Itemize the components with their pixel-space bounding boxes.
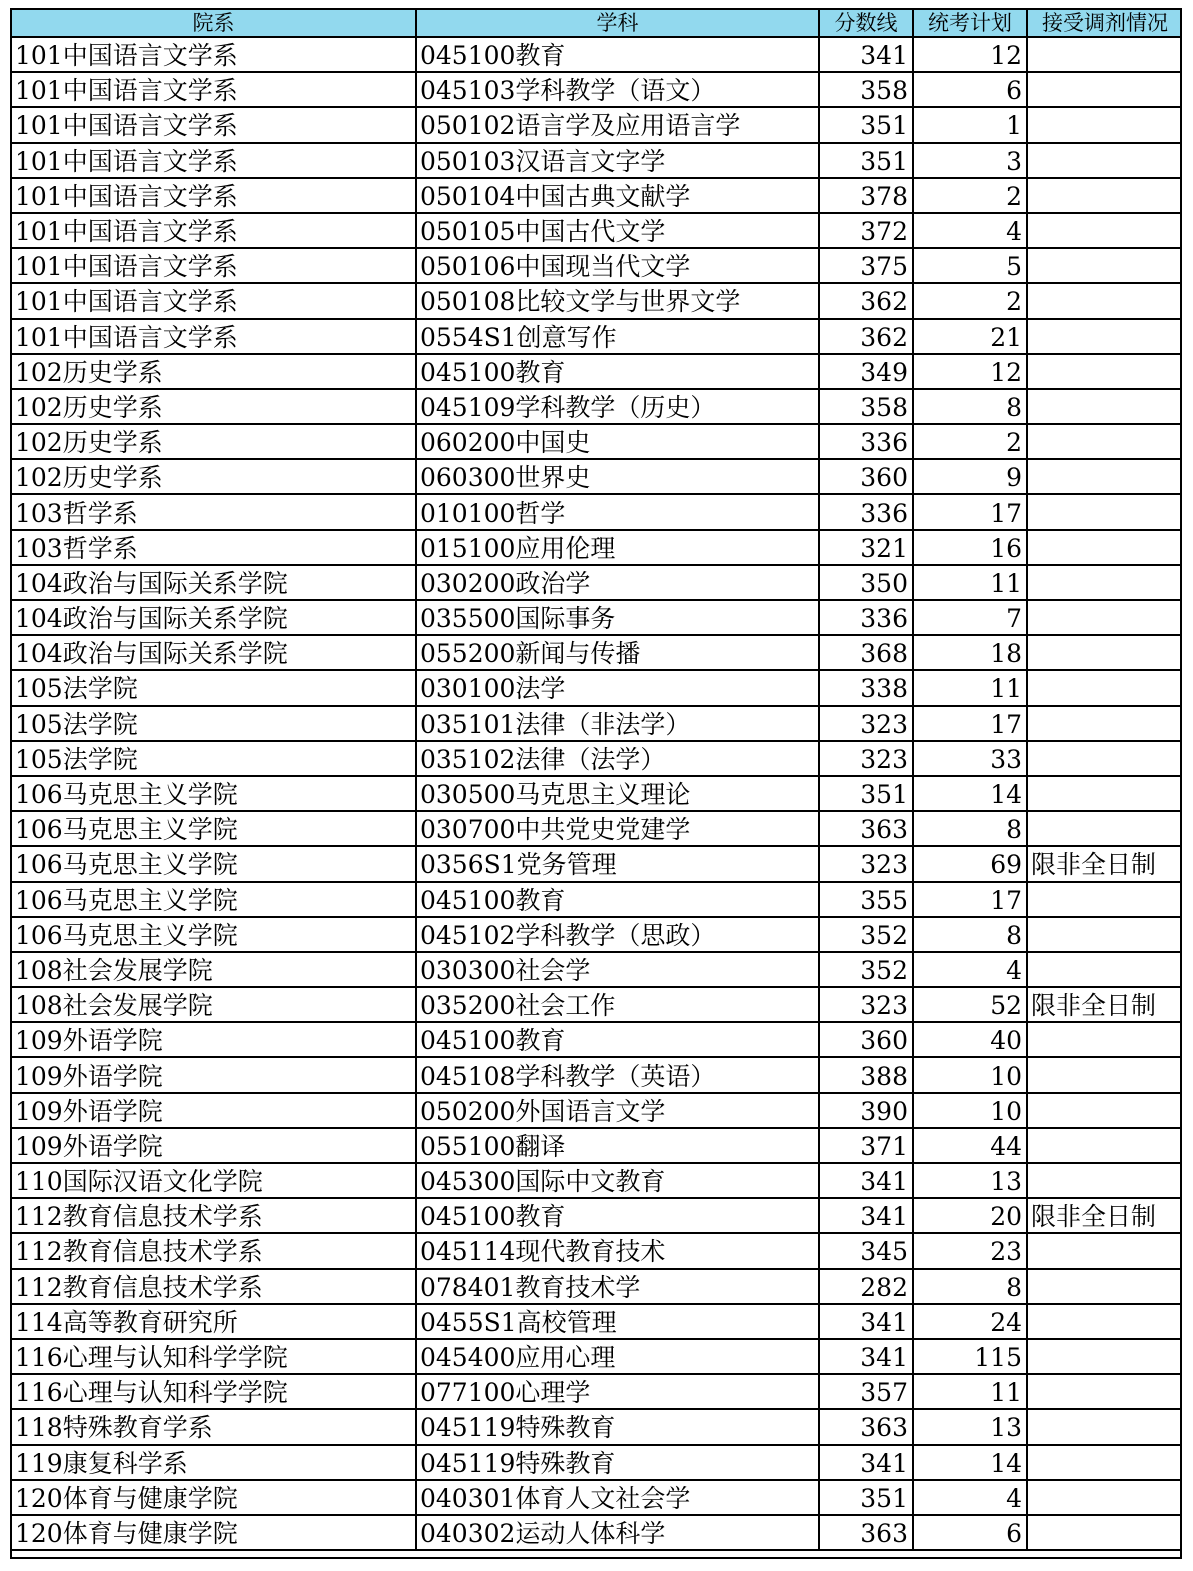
cell-subject[interactable]: 045300国际中文教育 xyxy=(416,1163,819,1198)
cell-plan[interactable]: 17 xyxy=(913,706,1027,741)
cell-score[interactable]: 362 xyxy=(819,319,913,354)
table-row xyxy=(11,776,1182,811)
cell-subject[interactable]: 077100心理学 xyxy=(416,1374,819,1409)
cell-plan[interactable]: 14 xyxy=(913,776,1027,811)
cell-dept[interactable]: 120体育与健康学院 xyxy=(11,1515,416,1550)
table-row xyxy=(11,1163,1182,1198)
cell-dept[interactable]: 101中国语言文学系 xyxy=(11,213,416,248)
cell-note[interactable] xyxy=(1027,1409,1182,1444)
cell-dept[interactable]: 101中国语言文学系 xyxy=(11,37,416,72)
table-row xyxy=(11,882,1182,917)
cell-plan[interactable]: 10 xyxy=(913,1093,1027,1128)
cell-subject[interactable]: 045114现代教育技术 xyxy=(416,1233,819,1268)
table-row xyxy=(11,1057,1182,1092)
cell-plan[interactable]: 11 xyxy=(913,565,1027,600)
cell-dept[interactable]: 104政治与国际关系学院 xyxy=(11,565,416,600)
cell-note[interactable] xyxy=(1027,178,1182,213)
cell-plan[interactable]: 18 xyxy=(913,635,1027,670)
table-row xyxy=(11,1480,1182,1515)
cell-subject[interactable]: 055100翻译 xyxy=(416,1128,819,1163)
cell-subject[interactable]: 0554S1创意写作 xyxy=(416,319,819,354)
cell-subject[interactable]: 055200新闻与传播 xyxy=(416,635,819,670)
cell-score[interactable]: 349 xyxy=(819,354,913,389)
cell-note[interactable] xyxy=(1027,72,1182,107)
cell-note[interactable] xyxy=(1027,248,1182,283)
cell-note[interactable] xyxy=(1027,424,1182,459)
cell-subject[interactable]: 030700中共党史党建学 xyxy=(416,811,819,846)
cell-score[interactable]: 338 xyxy=(819,670,913,705)
table-row xyxy=(11,1304,1182,1339)
admission-table xyxy=(10,8,1182,1551)
cell-note[interactable] xyxy=(1027,1057,1182,1092)
cell-plan[interactable]: 2 xyxy=(913,283,1027,318)
cell-score[interactable]: 350 xyxy=(819,565,913,600)
cell-subject[interactable]: 078401教育技术学 xyxy=(416,1269,819,1304)
cell-plan[interactable]: 17 xyxy=(913,882,1027,917)
cell-score[interactable]: 363 xyxy=(819,1515,913,1550)
cell-subject[interactable]: 0356S1党务管理 xyxy=(416,846,819,881)
cell-note[interactable] xyxy=(1027,882,1182,917)
cell-dept[interactable]: 112教育信息技术学系 xyxy=(11,1269,416,1304)
header-subject[interactable]: 学科 xyxy=(416,9,819,37)
cell-subject[interactable]: 035102法律（法学） xyxy=(416,741,819,776)
cell-subject[interactable]: 045400应用心理 xyxy=(416,1339,819,1374)
cell-dept[interactable]: 112教育信息技术学系 xyxy=(11,1198,416,1233)
cell-subject[interactable]: 045102学科教学（思政） xyxy=(416,917,819,952)
cell-dept[interactable]: 109外语学院 xyxy=(11,1022,416,1057)
cell-dept[interactable]: 109外语学院 xyxy=(11,1093,416,1128)
header-score[interactable]: 分数线 xyxy=(819,9,913,37)
cell-subject[interactable]: 010100哲学 xyxy=(416,494,819,529)
table-row xyxy=(11,1409,1182,1444)
cell-plan[interactable]: 23 xyxy=(913,1233,1027,1268)
cell-note[interactable] xyxy=(1027,635,1182,670)
cell-plan[interactable]: 8 xyxy=(913,811,1027,846)
cell-note[interactable] xyxy=(1027,1022,1182,1057)
cell-subject[interactable]: 015100应用伦理 xyxy=(416,530,819,565)
cell-note[interactable] xyxy=(1027,319,1182,354)
cell-note[interactable] xyxy=(1027,37,1182,72)
table-row xyxy=(11,600,1182,635)
cell-plan[interactable]: 8 xyxy=(913,1269,1027,1304)
cell-plan[interactable]: 1 xyxy=(913,107,1027,142)
cell-note[interactable] xyxy=(1027,1515,1182,1550)
cell-score[interactable]: 357 xyxy=(819,1374,913,1409)
cell-dept[interactable]: 106马克思主义学院 xyxy=(11,846,416,881)
table-row xyxy=(11,389,1182,424)
cell-subject[interactable]: 030200政治学 xyxy=(416,565,819,600)
table-row xyxy=(11,1093,1182,1128)
cell-dept[interactable]: 106马克思主义学院 xyxy=(11,776,416,811)
table-row xyxy=(11,811,1182,846)
cell-plan[interactable]: 6 xyxy=(913,1515,1027,1550)
cell-plan[interactable]: 14 xyxy=(913,1445,1027,1480)
cell-note[interactable] xyxy=(1027,952,1182,987)
cell-score[interactable]: 323 xyxy=(819,846,913,881)
cell-note[interactable] xyxy=(1027,213,1182,248)
cell-score[interactable]: 336 xyxy=(819,494,913,529)
cell-plan[interactable]: 6 xyxy=(913,72,1027,107)
cell-dept[interactable]: 101中国语言文学系 xyxy=(11,248,416,283)
cell-subject[interactable]: 045103学科教学（语文） xyxy=(416,72,819,107)
cell-subject[interactable]: 050105中国古代文学 xyxy=(416,213,819,248)
cell-dept[interactable]: 109外语学院 xyxy=(11,1057,416,1092)
cell-plan[interactable]: 20 xyxy=(913,1198,1027,1233)
cell-subject[interactable]: 035200社会工作 xyxy=(416,987,819,1022)
cell-dept[interactable]: 105法学院 xyxy=(11,670,416,705)
cell-dept[interactable]: 116心理与认知科学学院 xyxy=(11,1374,416,1409)
cell-note[interactable]: 限非全日制 xyxy=(1027,1198,1182,1233)
cell-dept[interactable]: 108社会发展学院 xyxy=(11,952,416,987)
cell-dept[interactable]: 103哲学系 xyxy=(11,530,416,565)
table-row xyxy=(11,494,1182,529)
cell-dept[interactable]: 103哲学系 xyxy=(11,494,416,529)
cell-score[interactable]: 363 xyxy=(819,1409,913,1444)
cell-plan[interactable]: 9 xyxy=(913,459,1027,494)
cell-dept[interactable]: 102历史学系 xyxy=(11,389,416,424)
cell-dept[interactable]: 120体育与健康学院 xyxy=(11,1480,416,1515)
table-row xyxy=(11,706,1182,741)
cell-subject[interactable]: 050106中国现当代文学 xyxy=(416,248,819,283)
cell-score[interactable]: 358 xyxy=(819,389,913,424)
cell-note[interactable] xyxy=(1027,741,1182,776)
cell-note[interactable] xyxy=(1027,1128,1182,1163)
cell-score[interactable]: 360 xyxy=(819,1022,913,1057)
cell-dept[interactable]: 118特殊教育学系 xyxy=(11,1409,416,1444)
cell-subject[interactable]: 045100教育 xyxy=(416,1022,819,1057)
cell-score[interactable]: 321 xyxy=(819,530,913,565)
cell-note[interactable] xyxy=(1027,1093,1182,1128)
cell-dept[interactable]: 101中国语言文学系 xyxy=(11,143,416,178)
table-row xyxy=(11,1128,1182,1163)
cell-score[interactable]: 363 xyxy=(819,811,913,846)
cell-plan[interactable]: 16 xyxy=(913,530,1027,565)
cell-score[interactable]: 371 xyxy=(819,1128,913,1163)
cell-plan[interactable]: 21 xyxy=(913,319,1027,354)
cell-note[interactable] xyxy=(1027,1339,1182,1374)
table-row xyxy=(11,917,1182,952)
cell-score[interactable]: 375 xyxy=(819,248,913,283)
cell-plan[interactable]: 69 xyxy=(913,846,1027,881)
cell-score[interactable]: 336 xyxy=(819,424,913,459)
spreadsheet xyxy=(10,8,1182,1559)
cell-score[interactable]: 368 xyxy=(819,635,913,670)
cell-plan[interactable]: 2 xyxy=(913,424,1027,459)
cell-plan[interactable]: 4 xyxy=(913,213,1027,248)
cell-score[interactable]: 341 xyxy=(819,1304,913,1339)
table-row xyxy=(11,424,1182,459)
cell-dept[interactable]: 108社会发展学院 xyxy=(11,987,416,1022)
table-row xyxy=(11,1515,1182,1550)
header-dept[interactable]: 院系 xyxy=(11,9,416,37)
cell-score[interactable]: 352 xyxy=(819,952,913,987)
cell-note[interactable] xyxy=(1027,1233,1182,1268)
table-row xyxy=(11,952,1182,987)
cell-score[interactable]: 323 xyxy=(819,706,913,741)
cell-score[interactable]: 360 xyxy=(819,459,913,494)
table-row xyxy=(11,1374,1182,1409)
cell-plan[interactable]: 13 xyxy=(913,1163,1027,1198)
cell-score[interactable]: 352 xyxy=(819,917,913,952)
cell-note[interactable] xyxy=(1027,565,1182,600)
cell-dept[interactable]: 101中国语言文学系 xyxy=(11,72,416,107)
cell-dept[interactable]: 106马克思主义学院 xyxy=(11,917,416,952)
cell-note[interactable] xyxy=(1027,283,1182,318)
cell-score[interactable]: 351 xyxy=(819,107,913,142)
cell-score[interactable]: 341 xyxy=(819,1198,913,1233)
header-note[interactable]: 接受调剂情况 xyxy=(1027,9,1182,37)
cell-subject[interactable]: 045100教育 xyxy=(416,1198,819,1233)
table-row xyxy=(11,178,1182,213)
cell-plan[interactable]: 2 xyxy=(913,178,1027,213)
header-plan[interactable]: 统考计划 xyxy=(913,9,1027,37)
cell-subject[interactable]: 045119特殊教育 xyxy=(416,1409,819,1444)
cell-score[interactable]: 351 xyxy=(819,1480,913,1515)
cell-subject[interactable]: 050103汉语言文字学 xyxy=(416,143,819,178)
cell-subject[interactable]: 030100法学 xyxy=(416,670,819,705)
table-row xyxy=(11,1233,1182,1268)
cell-note[interactable] xyxy=(1027,811,1182,846)
cell-score[interactable]: 345 xyxy=(819,1233,913,1268)
cell-dept[interactable]: 104政治与国际关系学院 xyxy=(11,600,416,635)
cell-subject[interactable]: 050104中国古典文献学 xyxy=(416,178,819,213)
cell-score[interactable]: 341 xyxy=(819,1339,913,1374)
cell-score[interactable]: 282 xyxy=(819,1269,913,1304)
cell-plan[interactable]: 24 xyxy=(913,1304,1027,1339)
table-row xyxy=(11,72,1182,107)
cell-dept[interactable]: 105法学院 xyxy=(11,741,416,776)
table-row xyxy=(11,107,1182,142)
cell-subject[interactable]: 050102语言学及应用语言学 xyxy=(416,107,819,142)
cell-score[interactable]: 362 xyxy=(819,283,913,318)
cell-note[interactable] xyxy=(1027,670,1182,705)
cell-dept[interactable]: 116心理与认知科学学院 xyxy=(11,1339,416,1374)
cell-note[interactable] xyxy=(1027,1480,1182,1515)
table-row xyxy=(11,213,1182,248)
cell-note[interactable]: 限非全日制 xyxy=(1027,987,1182,1022)
table-row xyxy=(11,248,1182,283)
cell-plan[interactable]: 8 xyxy=(913,389,1027,424)
cell-score[interactable]: 351 xyxy=(819,143,913,178)
table-row xyxy=(11,1269,1182,1304)
table-row xyxy=(11,283,1182,318)
cell-score[interactable]: 351 xyxy=(819,776,913,811)
cell-plan[interactable]: 12 xyxy=(913,354,1027,389)
cell-dept[interactable]: 101中国语言文学系 xyxy=(11,319,416,354)
cell-subject[interactable]: 050108比较文学与世界文学 xyxy=(416,283,819,318)
cell-score[interactable]: 372 xyxy=(819,213,913,248)
cell-plan[interactable]: 4 xyxy=(913,1480,1027,1515)
cell-score[interactable]: 336 xyxy=(819,600,913,635)
table-row xyxy=(11,354,1182,389)
cell-subject[interactable]: 045109学科教学（历史） xyxy=(416,389,819,424)
cell-plan[interactable]: 3 xyxy=(913,143,1027,178)
cell-plan[interactable]: 12 xyxy=(913,37,1027,72)
cell-score[interactable]: 388 xyxy=(819,1057,913,1092)
cell-note[interactable] xyxy=(1027,1269,1182,1304)
table-row xyxy=(11,565,1182,600)
table-row xyxy=(11,143,1182,178)
table-row xyxy=(11,670,1182,705)
cell-note[interactable] xyxy=(1027,354,1182,389)
cell-score[interactable]: 358 xyxy=(819,72,913,107)
cell-score[interactable]: 341 xyxy=(819,37,913,72)
cell-score[interactable]: 341 xyxy=(819,1445,913,1480)
cell-plan[interactable]: 10 xyxy=(913,1057,1027,1092)
cell-subject[interactable]: 040301体育人文社会学 xyxy=(416,1480,819,1515)
cell-note[interactable] xyxy=(1027,389,1182,424)
table-row xyxy=(11,635,1182,670)
cell-score[interactable]: 323 xyxy=(819,987,913,1022)
cell-dept[interactable]: 102历史学系 xyxy=(11,459,416,494)
cell-note[interactable] xyxy=(1027,143,1182,178)
cell-subject[interactable]: 060300世界史 xyxy=(416,459,819,494)
cell-dept[interactable]: 102历史学系 xyxy=(11,424,416,459)
cell-dept[interactable]: 101中国语言文学系 xyxy=(11,107,416,142)
cell-plan[interactable]: 52 xyxy=(913,987,1027,1022)
cell-plan[interactable]: 44 xyxy=(913,1128,1027,1163)
cell-dept[interactable]: 109外语学院 xyxy=(11,1128,416,1163)
table-row xyxy=(11,459,1182,494)
cell-subject[interactable]: 045108学科教学（英语） xyxy=(416,1057,819,1092)
header-row xyxy=(11,9,1182,37)
cell-note[interactable] xyxy=(1027,1163,1182,1198)
cell-note[interactable]: 限非全日制 xyxy=(1027,846,1182,881)
table-row xyxy=(11,846,1182,881)
table-row xyxy=(11,1198,1182,1233)
cell-subject[interactable]: 045100教育 xyxy=(416,882,819,917)
cell-subject[interactable]: 045100教育 xyxy=(416,354,819,389)
cell-dept[interactable]: 114高等教育研究所 xyxy=(11,1304,416,1339)
cell-note[interactable] xyxy=(1027,1374,1182,1409)
cell-subject[interactable]: 035101法律（非法学） xyxy=(416,706,819,741)
cell-dept[interactable]: 105法学院 xyxy=(11,706,416,741)
cell-note[interactable] xyxy=(1027,1445,1182,1480)
cell-subject[interactable]: 045119特殊教育 xyxy=(416,1445,819,1480)
table-row xyxy=(11,1022,1182,1057)
cell-dept[interactable]: 106马克思主义学院 xyxy=(11,882,416,917)
cell-note[interactable] xyxy=(1027,530,1182,565)
cell-subject[interactable]: 060200中国史 xyxy=(416,424,819,459)
cell-plan[interactable]: 4 xyxy=(913,952,1027,987)
cell-note[interactable] xyxy=(1027,107,1182,142)
cell-plan[interactable]: 115 xyxy=(913,1339,1027,1374)
cell-score[interactable]: 378 xyxy=(819,178,913,213)
cell-plan[interactable]: 11 xyxy=(913,670,1027,705)
cell-score[interactable]: 323 xyxy=(819,741,913,776)
cell-plan[interactable]: 7 xyxy=(913,600,1027,635)
cell-plan[interactable]: 11 xyxy=(913,1374,1027,1409)
table-row xyxy=(11,1339,1182,1374)
cell-dept[interactable]: 119康复科学系 xyxy=(11,1445,416,1480)
cell-plan[interactable]: 13 xyxy=(913,1409,1027,1444)
cell-dept[interactable]: 104政治与国际关系学院 xyxy=(11,635,416,670)
cell-dept[interactable]: 112教育信息技术学系 xyxy=(11,1233,416,1268)
cell-note[interactable] xyxy=(1027,1304,1182,1339)
cell-score[interactable]: 355 xyxy=(819,882,913,917)
cell-subject[interactable]: 030500马克思主义理论 xyxy=(416,776,819,811)
cell-subject[interactable]: 0455S1高校管理 xyxy=(416,1304,819,1339)
table-row xyxy=(11,530,1182,565)
table-row xyxy=(11,987,1182,1022)
table-row xyxy=(11,741,1182,776)
cell-subject[interactable]: 030300社会学 xyxy=(416,952,819,987)
table-row xyxy=(11,1445,1182,1480)
table-row xyxy=(11,319,1182,354)
table-row xyxy=(11,37,1182,72)
cell-score[interactable]: 341 xyxy=(819,1163,913,1198)
cell-plan[interactable]: 33 xyxy=(913,741,1027,776)
cell-dept[interactable]: 101中国语言文学系 xyxy=(11,283,416,318)
cell-note[interactable] xyxy=(1027,600,1182,635)
cell-plan[interactable]: 40 xyxy=(913,1022,1027,1057)
cell-plan[interactable]: 5 xyxy=(913,248,1027,283)
cell-plan[interactable]: 8 xyxy=(913,917,1027,952)
cell-note[interactable] xyxy=(1027,706,1182,741)
cell-note[interactable] xyxy=(1027,917,1182,952)
cell-dept[interactable]: 102历史学系 xyxy=(11,354,416,389)
cell-subject[interactable]: 045100教育 xyxy=(416,37,819,72)
cell-note[interactable] xyxy=(1027,776,1182,811)
cell-note[interactable] xyxy=(1027,494,1182,529)
cell-note[interactable] xyxy=(1027,459,1182,494)
cell-subject[interactable]: 050200外国语言文学 xyxy=(416,1093,819,1128)
cell-subject[interactable]: 040302运动人体科学 xyxy=(416,1515,819,1550)
cell-dept[interactable]: 110国际汉语文化学院 xyxy=(11,1163,416,1198)
cell-plan[interactable]: 17 xyxy=(913,494,1027,529)
cell-dept[interactable]: 106马克思主义学院 xyxy=(11,811,416,846)
cell-subject[interactable]: 035500国际事务 xyxy=(416,600,819,635)
cell-dept[interactable]: 101中国语言文学系 xyxy=(11,178,416,213)
cell-score[interactable]: 390 xyxy=(819,1093,913,1128)
